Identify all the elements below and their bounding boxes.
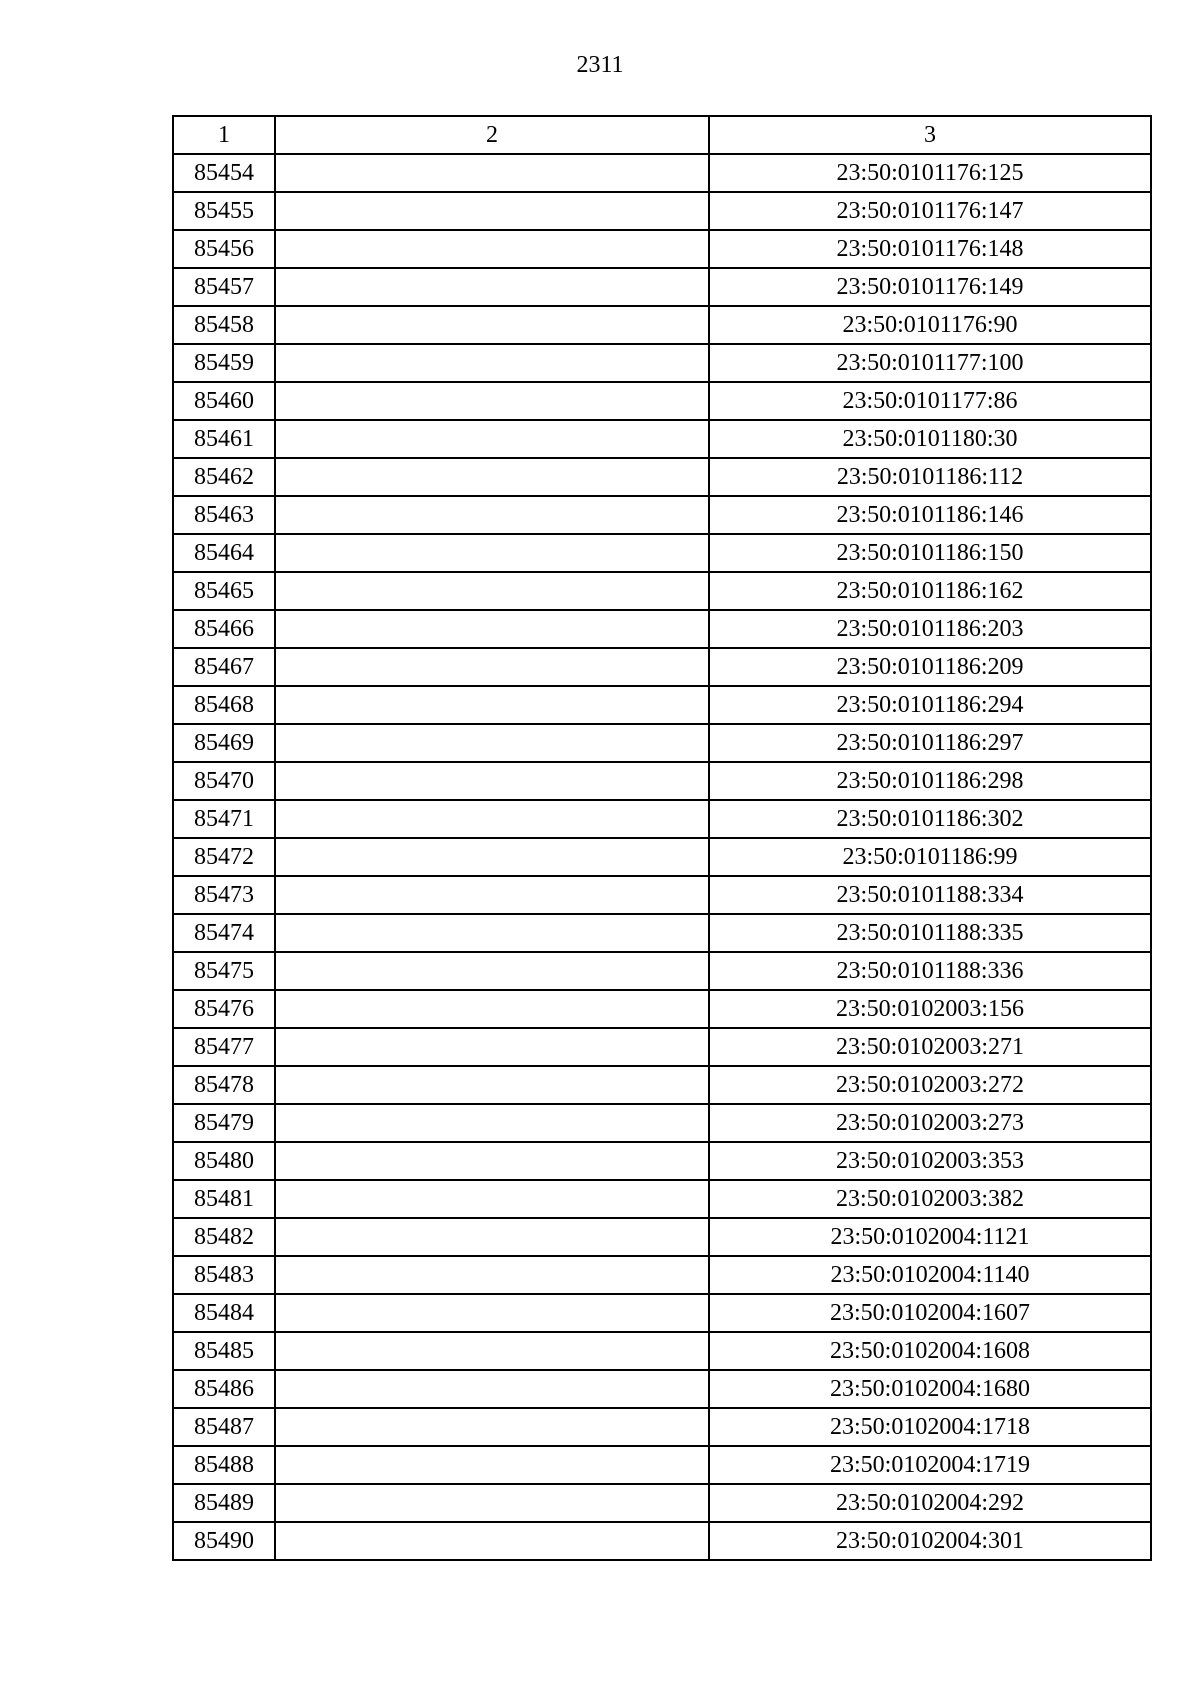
name-cell bbox=[275, 1446, 709, 1484]
table-row bbox=[173, 1446, 1151, 1484]
table-row bbox=[173, 1256, 1151, 1294]
cadastral-number-cell: 23:50:0102004:1121 bbox=[709, 1218, 1151, 1256]
row-number-cell: 85455 bbox=[173, 192, 275, 230]
row-number-cell: 85471 bbox=[173, 800, 275, 838]
row-number-cell: 85462 bbox=[173, 458, 275, 496]
name-cell bbox=[275, 1294, 709, 1332]
cadastral-number-cell: 23:50:0101186:302 bbox=[709, 800, 1151, 838]
table-row bbox=[173, 1522, 1151, 1560]
name-cell bbox=[275, 1142, 709, 1180]
row-number-cell: 85463 bbox=[173, 496, 275, 534]
row-number-cell: 85461 bbox=[173, 420, 275, 458]
row-number-cell: 85486 bbox=[173, 1370, 275, 1408]
table-row bbox=[173, 344, 1151, 382]
row-number-cell: 85457 bbox=[173, 268, 275, 306]
cadastral-number-cell: 23:50:0102003:273 bbox=[709, 1104, 1151, 1142]
cadastral-number-cell: 23:50:0101186:146 bbox=[709, 496, 1151, 534]
row-number-cell: 85464 bbox=[173, 534, 275, 572]
name-cell bbox=[275, 268, 709, 306]
cadastral-number-cell: 23:50:0102004:1680 bbox=[709, 1370, 1151, 1408]
table-row bbox=[173, 230, 1151, 268]
name-cell bbox=[275, 1180, 709, 1218]
table-row bbox=[173, 306, 1151, 344]
table-row bbox=[173, 990, 1151, 1028]
cadastral-number-cell: 23:50:0102003:272 bbox=[709, 1066, 1151, 1104]
row-number-cell: 85456 bbox=[173, 230, 275, 268]
row-number-cell: 85473 bbox=[173, 876, 275, 914]
cadastral-number-cell: 23:50:0101188:334 bbox=[709, 876, 1151, 914]
name-cell bbox=[275, 800, 709, 838]
table-row bbox=[173, 496, 1151, 534]
table-row bbox=[173, 610, 1151, 648]
table-row bbox=[173, 268, 1151, 306]
name-cell bbox=[275, 1028, 709, 1066]
row-number-cell: 85474 bbox=[173, 914, 275, 952]
row-number-cell: 85460 bbox=[173, 382, 275, 420]
name-cell bbox=[275, 306, 709, 344]
table-row bbox=[173, 1408, 1151, 1446]
cadastral-number-cell: 23:50:0101177:86 bbox=[709, 382, 1151, 420]
cadastral-number-cell: 23:50:0102004:1140 bbox=[709, 1256, 1151, 1294]
cadastral-number-cell: 23:50:0101186:294 bbox=[709, 686, 1151, 724]
name-cell bbox=[275, 1332, 709, 1370]
row-number-cell: 85478 bbox=[173, 1066, 275, 1104]
row-number-cell: 85468 bbox=[173, 686, 275, 724]
table-row bbox=[173, 762, 1151, 800]
name-cell bbox=[275, 610, 709, 648]
column-header: 3 bbox=[709, 116, 1151, 154]
table-row bbox=[173, 876, 1151, 914]
row-number-cell: 85465 bbox=[173, 572, 275, 610]
name-cell bbox=[275, 1484, 709, 1522]
table-row bbox=[173, 1066, 1151, 1104]
name-cell bbox=[275, 572, 709, 610]
table-row bbox=[173, 1370, 1151, 1408]
table-header-row bbox=[173, 116, 1151, 154]
table-row bbox=[173, 192, 1151, 230]
name-cell bbox=[275, 990, 709, 1028]
row-number-cell: 85488 bbox=[173, 1446, 275, 1484]
cadastral-number-cell: 23:50:0101186:203 bbox=[709, 610, 1151, 648]
cadastral-number-cell: 23:50:0101188:335 bbox=[709, 914, 1151, 952]
name-cell bbox=[275, 838, 709, 876]
table-row bbox=[173, 1104, 1151, 1142]
name-cell bbox=[275, 1370, 709, 1408]
cadastral-number-cell: 23:50:0101176:125 bbox=[709, 154, 1151, 192]
cadastral-number-cell: 23:50:0101176:148 bbox=[709, 230, 1151, 268]
cadastral-number-cell: 23:50:0101186:209 bbox=[709, 648, 1151, 686]
table-row bbox=[173, 154, 1151, 192]
name-cell bbox=[275, 648, 709, 686]
column-header: 2 bbox=[275, 116, 709, 154]
name-cell bbox=[275, 1218, 709, 1256]
row-number-cell: 85484 bbox=[173, 1294, 275, 1332]
cadastral-number-cell: 23:50:0102003:382 bbox=[709, 1180, 1151, 1218]
cadastral-number-cell: 23:50:0101186:99 bbox=[709, 838, 1151, 876]
name-cell bbox=[275, 1408, 709, 1446]
table-row bbox=[173, 420, 1151, 458]
cadastral-number-cell: 23:50:0101180:30 bbox=[709, 420, 1151, 458]
name-cell bbox=[275, 496, 709, 534]
name-cell bbox=[275, 154, 709, 192]
table-row bbox=[173, 1218, 1151, 1256]
cadastral-number-cell: 23:50:0102004:1607 bbox=[709, 1294, 1151, 1332]
cadastral-number-cell: 23:50:0101176:147 bbox=[709, 192, 1151, 230]
table-row bbox=[173, 1332, 1151, 1370]
row-number-cell: 85487 bbox=[173, 1408, 275, 1446]
table-row bbox=[173, 686, 1151, 724]
name-cell bbox=[275, 876, 709, 914]
table-row bbox=[173, 534, 1151, 572]
table-row bbox=[173, 800, 1151, 838]
row-number-cell: 85480 bbox=[173, 1142, 275, 1180]
cadastral-number-cell: 23:50:0101188:336 bbox=[709, 952, 1151, 990]
name-cell bbox=[275, 914, 709, 952]
row-number-cell: 85489 bbox=[173, 1484, 275, 1522]
row-number-cell: 85466 bbox=[173, 610, 275, 648]
name-cell bbox=[275, 1522, 709, 1560]
table-row bbox=[173, 952, 1151, 990]
cadastral-number-cell: 23:50:0102003:271 bbox=[709, 1028, 1151, 1066]
row-number-cell: 85472 bbox=[173, 838, 275, 876]
name-cell bbox=[275, 344, 709, 382]
table-row bbox=[173, 1180, 1151, 1218]
name-cell bbox=[275, 382, 709, 420]
cadastral-number-cell: 23:50:0101186:297 bbox=[709, 724, 1151, 762]
registry-table bbox=[172, 115, 1152, 1561]
row-number-cell: 85476 bbox=[173, 990, 275, 1028]
table-row bbox=[173, 1484, 1151, 1522]
name-cell bbox=[275, 534, 709, 572]
cadastral-number-cell: 23:50:0101186:150 bbox=[709, 534, 1151, 572]
name-cell bbox=[275, 952, 709, 990]
row-number-cell: 85475 bbox=[173, 952, 275, 990]
row-number-cell: 85469 bbox=[173, 724, 275, 762]
cadastral-number-cell: 23:50:0101186:162 bbox=[709, 572, 1151, 610]
name-cell bbox=[275, 724, 709, 762]
table-row bbox=[173, 1294, 1151, 1332]
table-row bbox=[173, 648, 1151, 686]
cadastral-number-cell: 23:50:0102004:292 bbox=[709, 1484, 1151, 1522]
name-cell bbox=[275, 420, 709, 458]
table-row bbox=[173, 838, 1151, 876]
name-cell bbox=[275, 458, 709, 496]
table-row bbox=[173, 1142, 1151, 1180]
row-number-cell: 85479 bbox=[173, 1104, 275, 1142]
cadastral-number-cell: 23:50:0102003:156 bbox=[709, 990, 1151, 1028]
cadastral-number-cell: 23:50:0102004:301 bbox=[709, 1522, 1151, 1560]
row-number-cell: 85483 bbox=[173, 1256, 275, 1294]
cadastral-number-cell: 23:50:0101176:90 bbox=[709, 306, 1151, 344]
row-number-cell: 85490 bbox=[173, 1522, 275, 1560]
cadastral-number-cell: 23:50:0102003:353 bbox=[709, 1142, 1151, 1180]
name-cell bbox=[275, 686, 709, 724]
name-cell bbox=[275, 762, 709, 800]
table-row bbox=[173, 724, 1151, 762]
table-row bbox=[173, 572, 1151, 610]
row-number-cell: 85485 bbox=[173, 1332, 275, 1370]
cadastral-number-cell: 23:50:0102004:1718 bbox=[709, 1408, 1151, 1446]
cadastral-number-cell: 23:50:0101186:112 bbox=[709, 458, 1151, 496]
row-number-cell: 85467 bbox=[173, 648, 275, 686]
table-row bbox=[173, 458, 1151, 496]
row-number-cell: 85454 bbox=[173, 154, 275, 192]
table-row bbox=[173, 382, 1151, 420]
name-cell bbox=[275, 230, 709, 268]
name-cell bbox=[275, 1066, 709, 1104]
row-number-cell: 85459 bbox=[173, 344, 275, 382]
page-number: 2311 bbox=[576, 52, 624, 78]
table-row bbox=[173, 1028, 1151, 1066]
row-number-cell: 85477 bbox=[173, 1028, 275, 1066]
table-row bbox=[173, 914, 1151, 952]
row-number-cell: 85482 bbox=[173, 1218, 275, 1256]
name-cell bbox=[275, 1256, 709, 1294]
name-cell bbox=[275, 1104, 709, 1142]
column-header: 1 bbox=[173, 116, 275, 154]
cadastral-number-cell: 23:50:0101177:100 bbox=[709, 344, 1151, 382]
row-number-cell: 85470 bbox=[173, 762, 275, 800]
cadastral-number-cell: 23:50:0101176:149 bbox=[709, 268, 1151, 306]
cadastral-number-cell: 23:50:0102004:1719 bbox=[709, 1446, 1151, 1484]
cadastral-number-cell: 23:50:0101186:298 bbox=[709, 762, 1151, 800]
cadastral-number-cell: 23:50:0102004:1608 bbox=[709, 1332, 1151, 1370]
name-cell bbox=[275, 192, 709, 230]
row-number-cell: 85458 bbox=[173, 306, 275, 344]
row-number-cell: 85481 bbox=[173, 1180, 275, 1218]
